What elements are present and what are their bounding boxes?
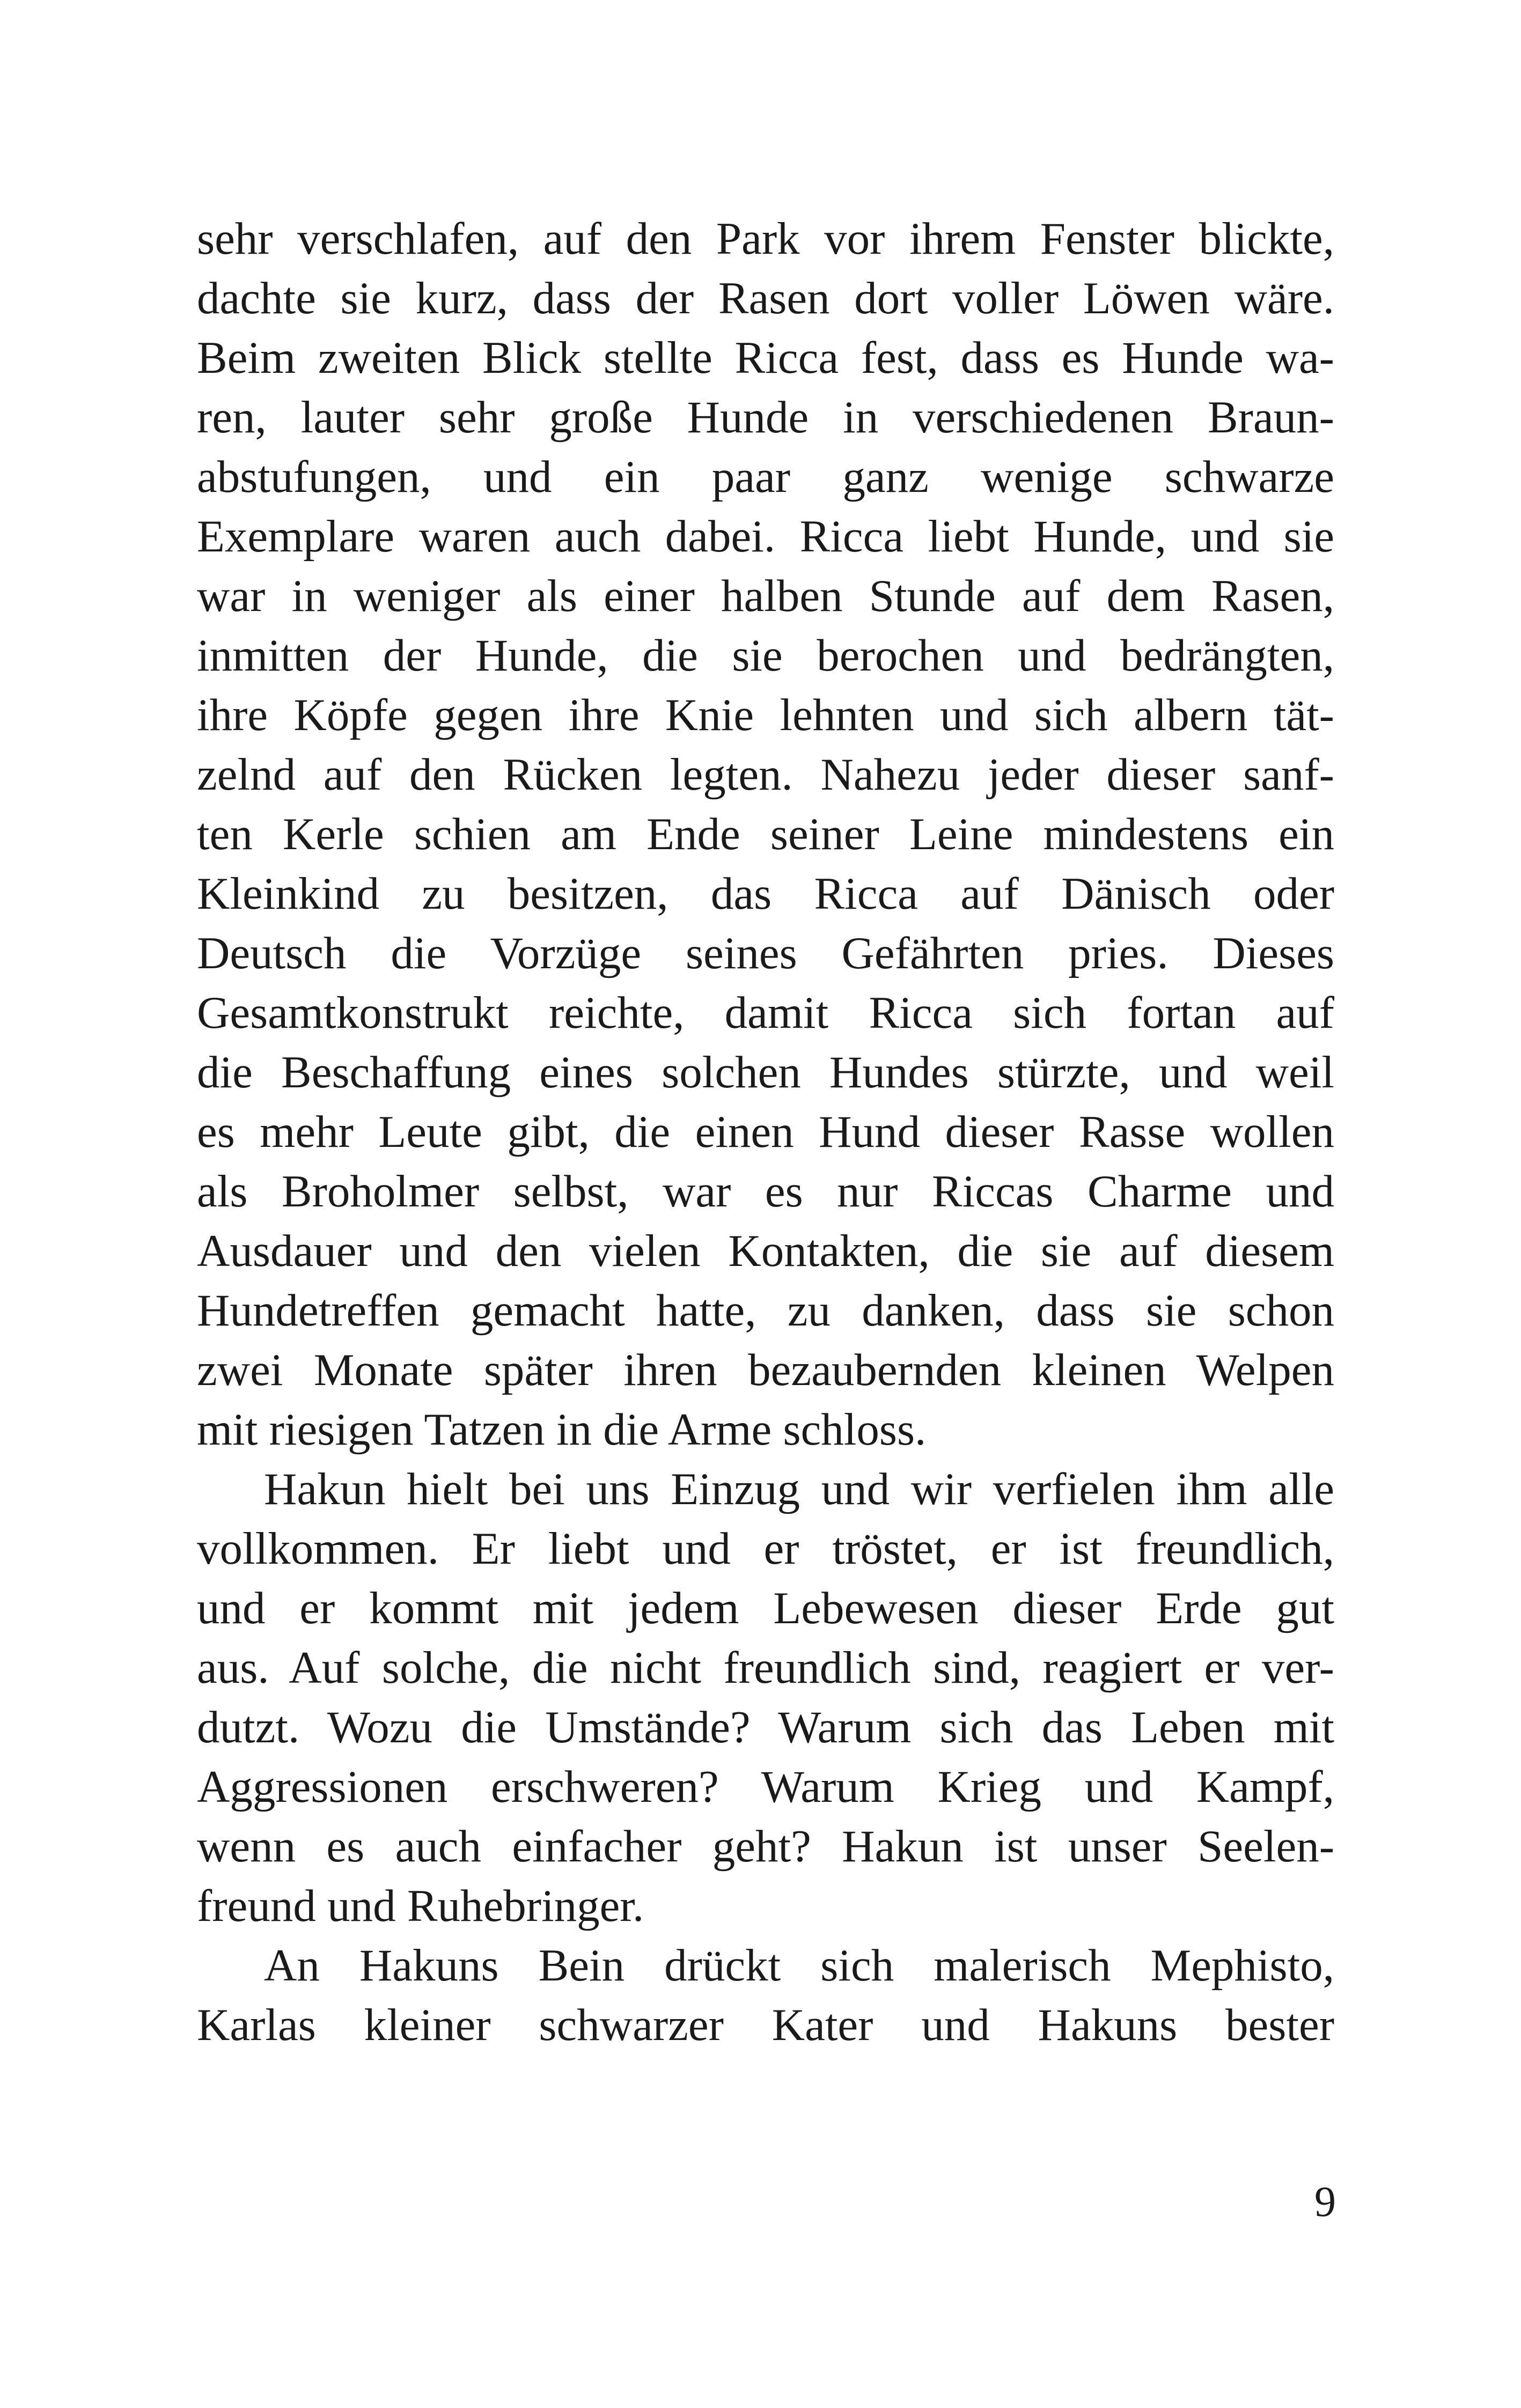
text-line: dachte sie kurz, dass der Rasen dort voller Löwen wäre. (197, 273, 1334, 323)
text-line: aus. Auf solche, die nicht freundlich sind, reagiert er ver- (197, 1643, 1334, 1693)
text-line: es mehr Leute gibt, die einen Hund dieser Rasse wollen (197, 1107, 1334, 1157)
text-line: die Beschaffung eines solchen Hundes stürzte, und weil (197, 1047, 1334, 1098)
text-line: vollkommen. Er liebt und er tröstet, er ist freundlich, (197, 1523, 1334, 1574)
text-line: sehr verschlafen, auf den Park vor ihrem Fenster blickte, (197, 213, 1334, 264)
text-line: war in weniger als einer halben Stunde auf dem Rasen, (197, 571, 1334, 621)
text-line: zelnd auf den Rücken legten. Nahezu jeder dieser sanf- (197, 749, 1334, 800)
text-line: An Hakuns Bein drückt sich malerisch Mephisto, (264, 1940, 1334, 1991)
text-line: ihre Köpfe gegen ihre Knie lehnten und sich albern tät- (197, 690, 1334, 740)
text-line: zwei Monate später ihren bezaubernden kleinen Welpen (197, 1345, 1334, 1395)
text-line: Ausdauer und den vielen Kontakten, die sie auf diesem (197, 1226, 1334, 1276)
text-line: Exemplare waren auch dabei. Ricca liebt Hunde, und sie (197, 511, 1334, 562)
text-line: abstufungen, und ein paar ganz wenige schwarze (197, 452, 1334, 502)
text-line: Aggressionen erschweren? Warum Krieg und Kampf, (197, 1762, 1334, 1812)
text-line: ren, lauter sehr große Hunde in verschiedenen Braun- (197, 392, 1334, 443)
text-line: Kleinkind zu besitzen, das Ricca auf Dänisch oder (197, 868, 1334, 919)
text-line: als Broholmer selbst, war es nur Riccas Charme und (197, 1166, 1334, 1217)
text-line: inmitten der Hunde, die sie berochen und bedrängten, (197, 630, 1334, 681)
page-number: 9 (1314, 2178, 1336, 2226)
text-line: Beim zweiten Blick stellte Ricca fest, dass es Hunde wa- (197, 333, 1334, 383)
text-line: und er kommt mit jedem Lebewesen dieser Erde gut (197, 1583, 1334, 1633)
text-line: Hakun hielt bei uns Einzug und wir verfielen ihm alle (264, 1464, 1334, 1514)
text-line: mit riesigen Tatzen in die Arme schloss. (197, 1404, 927, 1455)
text-line: ten Kerle schien am Ende seiner Leine mindestens ein (197, 809, 1334, 859)
text-line: Hundetreffen gemacht hatte, zu danken, dass sie schon (197, 1285, 1334, 1336)
text-line: dutzt. Wozu die Umstände? Warum sich das Leben mit (197, 1702, 1334, 1752)
text-line: Karlas kleiner schwarzer Kater und Hakuns bester (197, 2000, 1334, 2050)
text-line: Gesamtkonstrukt reichte, damit Ricca sich fortan auf (197, 988, 1334, 1038)
text-line: wenn es auch einfacher geht? Hakun ist unser Seelen- (197, 1821, 1334, 1872)
text-line: Deutsch die Vorzüge seines Gefährten pries. Dieses (197, 928, 1334, 978)
text-line: freund und Ruhebringer. (197, 1881, 644, 1931)
body-text (197, 209, 1334, 2055)
